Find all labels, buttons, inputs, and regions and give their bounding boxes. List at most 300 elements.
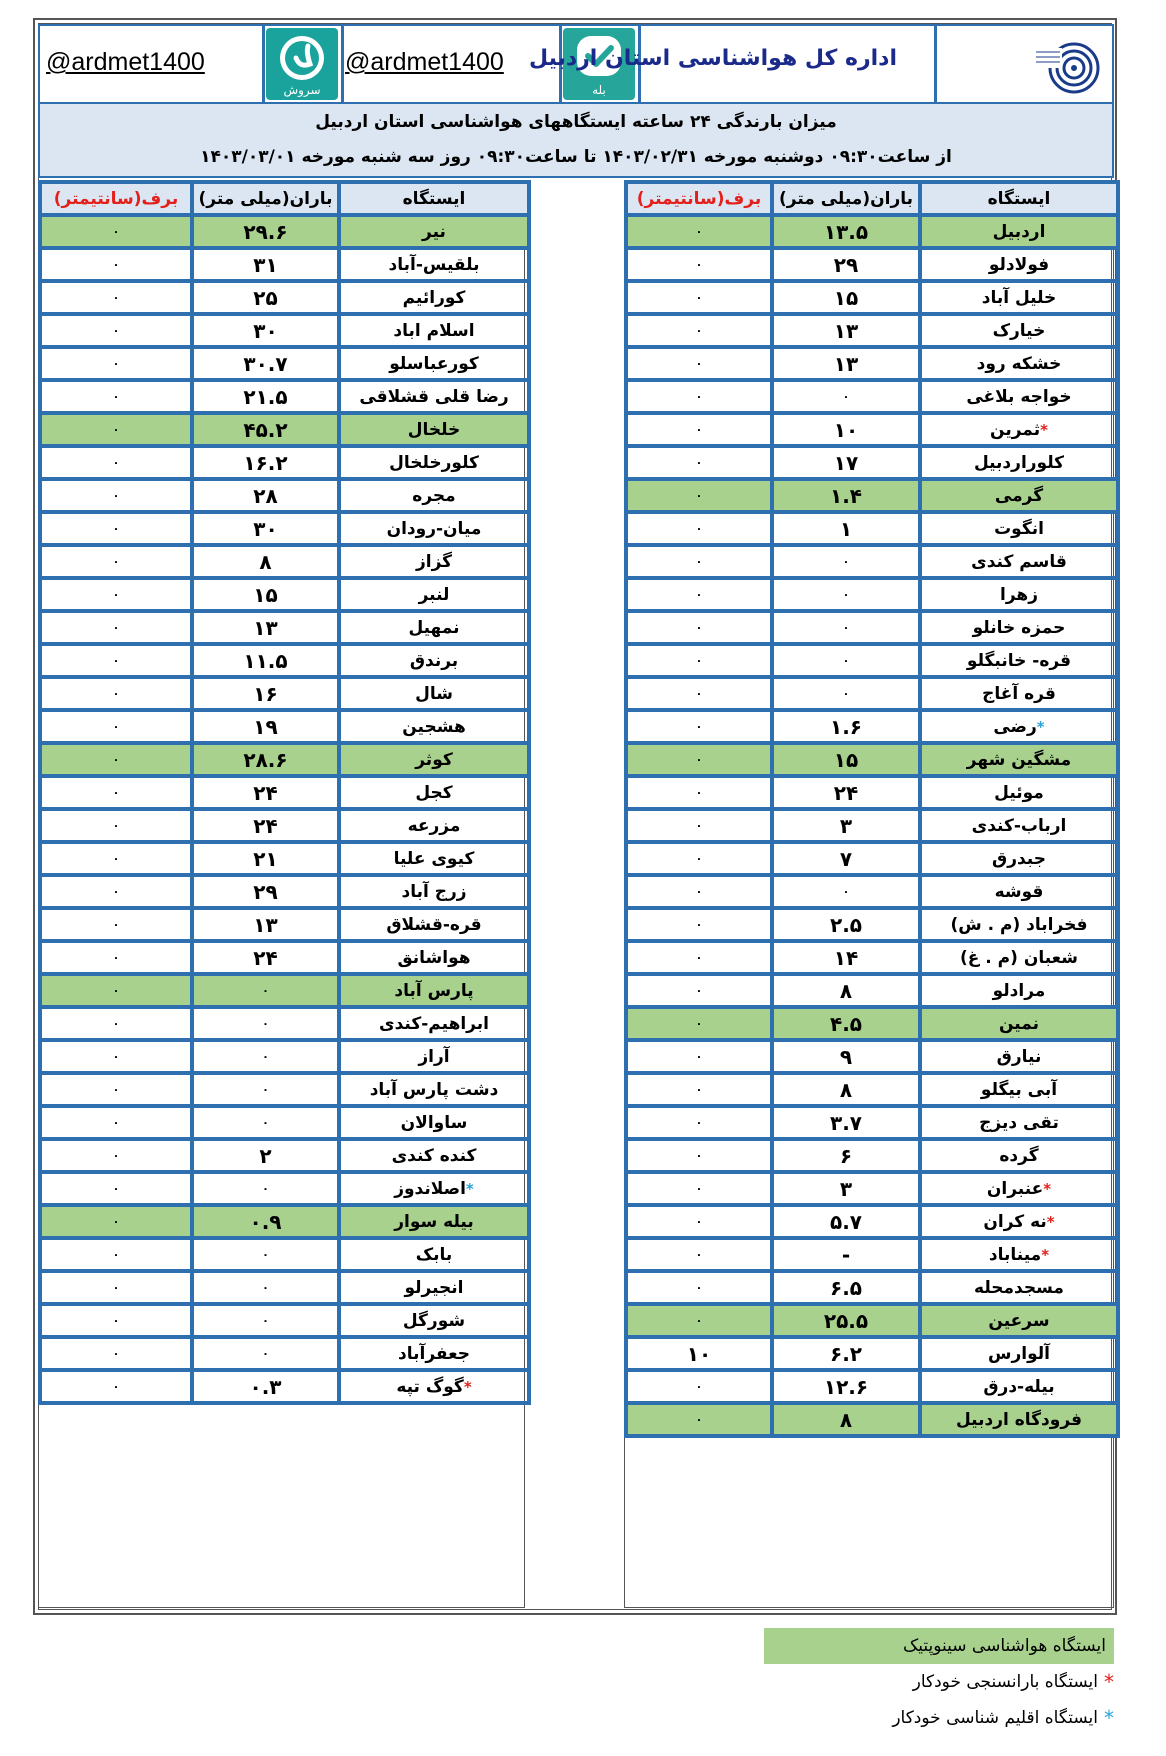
station-name-cell <box>920 413 1118 446</box>
station-name: گرده <box>999 1145 1039 1166</box>
station-name: اردبیل <box>992 221 1046 242</box>
rain-value: ۷ <box>772 842 920 875</box>
station-name-cell <box>339 314 529 347</box>
station-row <box>626 314 1118 347</box>
station-row <box>40 743 529 776</box>
station-name-cell <box>920 446 1118 479</box>
station-row <box>626 1007 1118 1040</box>
station-name-cell <box>920 644 1118 677</box>
blue-star-icon: * <box>1036 717 1045 736</box>
station-name-cell <box>339 611 529 644</box>
station-row <box>626 1271 1118 1304</box>
station-row <box>40 1271 529 1304</box>
station-name: قره آغاج <box>982 683 1056 704</box>
snow-value: ۰ <box>40 1304 192 1337</box>
station-row <box>626 578 1118 611</box>
rain-value: ۱۲.۶ <box>772 1370 920 1403</box>
rain-value: ۱۴ <box>772 941 920 974</box>
rain-value: ۹ <box>772 1040 920 1073</box>
station-name-cell <box>920 578 1118 611</box>
station-name-cell <box>920 215 1118 248</box>
station-name-cell <box>339 1271 529 1304</box>
rain-value: ۲۱ <box>192 842 339 875</box>
rain-value: ۱۳ <box>772 314 920 347</box>
rain-value: ۰ <box>192 1040 339 1073</box>
station-name: مسجدمحله <box>974 1277 1064 1298</box>
snow-value: ۰ <box>626 809 772 842</box>
station-name: خلخال <box>407 419 461 440</box>
report-subheader <box>38 104 1114 178</box>
rain-value: ۳.۷ <box>772 1106 920 1139</box>
station-name-cell <box>920 1337 1118 1370</box>
station-name-cell <box>920 1007 1118 1040</box>
station-row <box>626 710 1118 743</box>
station-name-cell <box>339 545 529 578</box>
station-name-cell <box>920 1040 1118 1073</box>
station-name: گرمی <box>994 485 1044 506</box>
station-row <box>626 215 1118 248</box>
station-name-cell <box>339 809 529 842</box>
station-name: گزاز <box>415 551 453 572</box>
rain-value: ۶.۲ <box>772 1337 920 1370</box>
station-name: کجل <box>415 782 453 803</box>
snow-value: ۰ <box>626 710 772 743</box>
station-row <box>626 281 1118 314</box>
station-row <box>626 1337 1118 1370</box>
left-station-table <box>38 180 531 1405</box>
rain-value: ۰.۹ <box>192 1205 339 1238</box>
station-name-cell <box>339 1073 529 1106</box>
snow-value: ۰ <box>626 776 772 809</box>
rain-value: ۰ <box>192 1238 339 1271</box>
station-row <box>626 743 1118 776</box>
station-name: فولادلو <box>988 254 1050 275</box>
station-row <box>626 446 1118 479</box>
rain-value: ۲۸ <box>192 479 339 512</box>
station-name: حمزه خانلو <box>972 617 1066 638</box>
snow-value: ۰ <box>40 215 192 248</box>
station-name-cell <box>920 347 1118 380</box>
station-row <box>626 611 1118 644</box>
station-name-cell <box>339 974 529 1007</box>
report-title: میزان بارندگی ۲۴ ساعته ایستگاههای هواشناسی استان اردبیل <box>315 112 837 132</box>
snow-value: ۰ <box>40 644 192 677</box>
station-name-cell <box>920 1172 1118 1205</box>
snow-value: ۰ <box>626 314 772 347</box>
station-name: کیوی علیا <box>393 848 475 869</box>
rain-value: ۲۵.۵ <box>772 1304 920 1337</box>
station-name-cell <box>339 842 529 875</box>
blue-star-icon: * <box>465 1179 474 1198</box>
red-star-icon: * <box>1046 1212 1055 1231</box>
station-name-cell <box>339 1007 529 1040</box>
legend-synoptic-label: ایستگاه هواشناسی سینوپتیک <box>903 1636 1106 1656</box>
station-row <box>40 974 529 1007</box>
station-row <box>40 545 529 578</box>
station-row <box>626 1106 1118 1139</box>
station-name-cell <box>920 1106 1118 1139</box>
station-row <box>40 842 529 875</box>
rain-value: ۰ <box>192 1172 339 1205</box>
rain-value: ۰ <box>772 677 920 710</box>
rain-value: ۲۴ <box>192 776 339 809</box>
station-row <box>40 941 529 974</box>
station-row <box>626 1172 1118 1205</box>
header-divider <box>262 26 265 102</box>
snow-value: ۰ <box>40 347 192 380</box>
snow-value: ۰ <box>626 248 772 281</box>
station-name: انجیرلو <box>404 1277 464 1298</box>
snow-value: ۰ <box>626 1073 772 1106</box>
station-row <box>40 1304 529 1337</box>
snow-value: ۰ <box>40 545 192 578</box>
handle-right[interactable]: @ardmet1400 <box>345 48 504 76</box>
snow-value: ۰ <box>626 413 772 446</box>
left-table-body <box>40 215 529 1403</box>
station-name: بابک <box>415 1244 453 1265</box>
station-row <box>40 1205 529 1238</box>
rain-value: ۱۶ <box>192 677 339 710</box>
snow-value: ۰ <box>626 644 772 677</box>
snow-value: ۰ <box>40 677 192 710</box>
snow-value: ۰ <box>40 1106 192 1139</box>
snow-value: ۰ <box>626 611 772 644</box>
rain-value: ۲۸.۶ <box>192 743 339 776</box>
station-name: بیله-درق <box>983 1376 1055 1397</box>
station-name-cell <box>920 1304 1118 1337</box>
snow-value: ۰ <box>626 380 772 413</box>
station-name: سرعین <box>988 1310 1050 1331</box>
rain-value: ۲۹ <box>772 248 920 281</box>
station-row <box>40 446 529 479</box>
soroush-label: سروش <box>283 83 321 97</box>
snow-value: ۰ <box>40 776 192 809</box>
org-title: اداره کل هواشناسی استان اردبیل <box>528 46 897 71</box>
station-row <box>626 479 1118 512</box>
station-name: کورعباسلو <box>389 353 479 374</box>
station-name: هواشانق <box>397 947 471 968</box>
rain-value: ۱۳ <box>772 347 920 380</box>
rain-value: ۲۱.۵ <box>192 380 339 413</box>
station-row <box>40 1337 529 1370</box>
station-name-cell <box>339 413 529 446</box>
snow-value: ۰ <box>626 974 772 1007</box>
station-row <box>626 248 1118 281</box>
red-star-icon: * <box>1043 1179 1052 1198</box>
rain-value: ۱۳ <box>192 611 339 644</box>
station-row <box>626 1370 1118 1403</box>
station-name-cell <box>920 743 1118 776</box>
station-name: بلقیس-آباد <box>388 254 480 275</box>
rain-value: ۱۶.۲ <box>192 446 339 479</box>
station-name: قوشه <box>994 881 1044 902</box>
station-name: اصلاندوز <box>394 1178 466 1199</box>
station-name-cell <box>339 578 529 611</box>
legend-rain-gauge-label: ایستگاه بارانسنجی خودکار <box>912 1672 1098 1692</box>
snow-value: ۰ <box>40 578 192 611</box>
col-header-station: ایستگاه <box>339 182 529 215</box>
station-row <box>626 1073 1118 1106</box>
rain-value: ۱۹ <box>192 710 339 743</box>
station-name-cell <box>920 512 1118 545</box>
station-row <box>40 479 529 512</box>
station-name-cell <box>920 611 1118 644</box>
station-row <box>626 380 1118 413</box>
snow-value: ۰ <box>40 1205 192 1238</box>
station-name-cell <box>920 1403 1118 1436</box>
station-row <box>40 347 529 380</box>
station-name: نمین <box>998 1013 1040 1034</box>
station-name-cell <box>920 1205 1118 1238</box>
rain-value: ۸ <box>772 1073 920 1106</box>
snow-value: ۰ <box>626 545 772 578</box>
station-name: زرج آباد <box>401 881 467 902</box>
rain-value: ۰ <box>192 1073 339 1106</box>
rain-value: ۲۹.۶ <box>192 215 339 248</box>
handle-left[interactable]: @ardmet1400 <box>46 48 205 76</box>
rain-value: ۳ <box>772 809 920 842</box>
col-header-rain: باران(میلی متر) <box>192 182 339 215</box>
snow-value: ۰ <box>40 380 192 413</box>
rain-value: ۶ <box>772 1139 920 1172</box>
station-row <box>40 380 529 413</box>
station-name-cell <box>920 809 1118 842</box>
station-name: میناباد <box>988 1244 1042 1265</box>
snow-value: ۰ <box>40 974 192 1007</box>
station-name-cell <box>339 677 529 710</box>
station-name: موئیل <box>994 782 1044 803</box>
station-name-cell <box>339 479 529 512</box>
station-name-cell <box>339 941 529 974</box>
snow-value: ۰ <box>40 1007 192 1040</box>
rain-value: ۲۵ <box>192 281 339 314</box>
red-star-icon: * <box>1104 1670 1114 1694</box>
rain-value: ۳۰.۷ <box>192 347 339 380</box>
snow-value: ۰ <box>40 512 192 545</box>
rain-value: ۴.۵ <box>772 1007 920 1040</box>
station-row <box>40 248 529 281</box>
station-row <box>626 809 1118 842</box>
station-row <box>626 677 1118 710</box>
legend-synoptic <box>764 1628 1114 1664</box>
rain-value: ۳۰ <box>192 512 339 545</box>
rain-value: ۰ <box>772 380 920 413</box>
rain-value: ۴۵.۲ <box>192 413 339 446</box>
station-row <box>40 1073 529 1106</box>
snow-value: ۰ <box>40 281 192 314</box>
station-name: زهرا <box>1000 584 1038 605</box>
rain-value: ۳۱ <box>192 248 339 281</box>
station-name-cell <box>339 1040 529 1073</box>
station-name: خواجه بلاغی <box>966 386 1072 407</box>
station-row <box>40 1106 529 1139</box>
station-name: مزرعه <box>407 815 461 836</box>
snow-value: ۰ <box>626 875 772 908</box>
rain-value: ۲۴ <box>772 776 920 809</box>
station-name: برندق <box>409 650 459 671</box>
station-row <box>626 347 1118 380</box>
station-row <box>626 413 1118 446</box>
header-divider <box>934 26 937 102</box>
station-name: جبدرق <box>992 848 1046 869</box>
station-name: تقی دیزج <box>979 1112 1059 1133</box>
station-name-cell <box>339 1205 529 1238</box>
snow-value: ۰ <box>626 1238 772 1271</box>
snow-value: ۰ <box>626 1271 772 1304</box>
station-name-cell <box>339 908 529 941</box>
station-name: رضا قلی قشلاقی <box>359 386 509 407</box>
right-table-body <box>626 215 1118 1436</box>
right-station-table <box>624 180 1120 1438</box>
rain-value: ۲۴ <box>192 941 339 974</box>
station-name-cell <box>339 710 529 743</box>
rain-value: ۱۰ <box>772 413 920 446</box>
station-row <box>626 1403 1118 1436</box>
rain-value: ۰ <box>192 1271 339 1304</box>
rain-value: ۰ <box>772 644 920 677</box>
col-header-snow: برف(سانتیمتر) <box>40 182 192 215</box>
station-name: خیارک <box>992 320 1046 341</box>
snow-value: ۰ <box>40 611 192 644</box>
report-date-range: از ساعت۰۹:۳۰ دوشنبه مورخه ۱۴۰۳/۰۲/۳۱ تا ساعت۰۹:۳۰ روز سه شنبه مورخه ۱۴۰۳/۰۳/۰۱ <box>200 147 952 167</box>
station-row <box>40 710 529 743</box>
station-name: فخراباد (م . ش) <box>950 914 1088 935</box>
snow-value: ۰ <box>40 1370 192 1403</box>
red-star-icon: * <box>1041 1245 1050 1264</box>
rain-value: ۸ <box>772 974 920 1007</box>
station-name-cell <box>339 512 529 545</box>
station-name-cell <box>339 875 529 908</box>
snow-value: ۰ <box>40 1337 192 1370</box>
rain-value: ۳۰ <box>192 314 339 347</box>
snow-value: ۰ <box>40 710 192 743</box>
station-row <box>40 1172 529 1205</box>
snow-value: ۰ <box>626 479 772 512</box>
rain-value: ۲.۵ <box>772 908 920 941</box>
station-name: کنده کندی <box>391 1145 477 1166</box>
station-name: ثمرین <box>990 419 1041 440</box>
snow-value: ۰ <box>626 1139 772 1172</box>
rain-value: ۱۵ <box>772 281 920 314</box>
station-name: قاسم کندی <box>971 551 1067 572</box>
legend-climate-label: ایستگاه اقلیم شناسی خودکار <box>892 1708 1098 1728</box>
snow-value: ۰ <box>40 1040 192 1073</box>
station-name-cell <box>339 215 529 248</box>
snow-value: ۰ <box>40 941 192 974</box>
station-name: کلورخلخال <box>389 452 479 473</box>
snow-value: ۰ <box>626 1304 772 1337</box>
station-row <box>40 908 529 941</box>
station-row <box>40 578 529 611</box>
station-name-cell <box>339 1337 529 1370</box>
rain-value: ۱۵ <box>772 743 920 776</box>
snow-value: ۰ <box>626 1040 772 1073</box>
station-name-cell <box>920 677 1118 710</box>
snow-value: ۰ <box>626 1370 772 1403</box>
station-name-cell <box>920 380 1118 413</box>
legend <box>764 1628 1114 1736</box>
rain-value: ۰ <box>772 545 920 578</box>
snow-value: ۰ <box>40 248 192 281</box>
station-row <box>626 1238 1118 1271</box>
station-name-cell <box>920 545 1118 578</box>
station-name: فرودگاه اردبیل <box>955 1409 1083 1430</box>
station-name: ساوالان <box>400 1112 468 1133</box>
snow-value: ۰ <box>40 1139 192 1172</box>
station-name: نیر <box>422 221 446 242</box>
snow-value: ۰ <box>626 578 772 611</box>
station-row <box>40 1040 529 1073</box>
station-name-cell <box>920 281 1118 314</box>
station-row <box>40 281 529 314</box>
red-star-icon: * <box>1040 420 1048 439</box>
station-name-cell <box>920 1271 1118 1304</box>
station-name-cell <box>339 446 529 479</box>
snow-value: ۰ <box>626 941 772 974</box>
station-name: رضی <box>993 716 1037 737</box>
station-row <box>40 644 529 677</box>
station-name: دشت پارس آباد <box>369 1079 499 1100</box>
rain-value: ۱۱.۵ <box>192 644 339 677</box>
station-row <box>40 1238 529 1271</box>
rain-value: ۶.۵ <box>772 1271 920 1304</box>
station-name: ابراهیم-کندی <box>379 1013 489 1034</box>
station-row <box>40 1007 529 1040</box>
snow-value: ۰ <box>626 215 772 248</box>
irimo-logo <box>1034 30 1102 98</box>
snow-value: ۰ <box>40 1172 192 1205</box>
station-row <box>40 1139 529 1172</box>
station-name: کوثر <box>415 749 453 770</box>
station-name-cell <box>339 1172 529 1205</box>
meteorology-logo-icon <box>1034 30 1102 98</box>
rain-value: ۰ <box>772 611 920 644</box>
snow-value: ۰ <box>626 281 772 314</box>
rain-value: ۲۹ <box>192 875 339 908</box>
snow-value: ۰ <box>626 1172 772 1205</box>
snow-value: ۰ <box>626 743 772 776</box>
station-name: کورائیم <box>402 287 466 308</box>
snow-value: ۰ <box>40 1238 192 1271</box>
station-name-cell <box>920 875 1118 908</box>
station-name: مجره <box>412 485 456 506</box>
station-row <box>626 776 1118 809</box>
snow-value: ۰ <box>40 842 192 875</box>
header-divider <box>341 26 344 102</box>
rain-value: ۲ <box>192 1139 339 1172</box>
station-row <box>626 974 1118 1007</box>
station-row <box>40 1370 529 1403</box>
snow-value: ۰ <box>40 875 192 908</box>
station-row <box>40 611 529 644</box>
station-name-cell <box>339 347 529 380</box>
rain-value: ۱۳ <box>192 908 339 941</box>
station-name: لنبر <box>418 584 450 605</box>
station-name-cell <box>920 1139 1118 1172</box>
rain-value: ۸ <box>772 1403 920 1436</box>
station-row <box>626 545 1118 578</box>
snow-value: ۰ <box>40 1073 192 1106</box>
station-name-cell <box>339 743 529 776</box>
station-name-cell <box>920 941 1118 974</box>
station-name: آبی بیگلو <box>980 1079 1058 1100</box>
station-name: قره-قشلاق <box>386 914 482 935</box>
station-name: انگوت <box>994 518 1044 539</box>
snow-value: ۰ <box>626 1007 772 1040</box>
snow-value: ۱۰ <box>626 1337 772 1370</box>
soroush-app-icon[interactable] <box>266 28 338 100</box>
station-name-cell <box>920 974 1118 1007</box>
